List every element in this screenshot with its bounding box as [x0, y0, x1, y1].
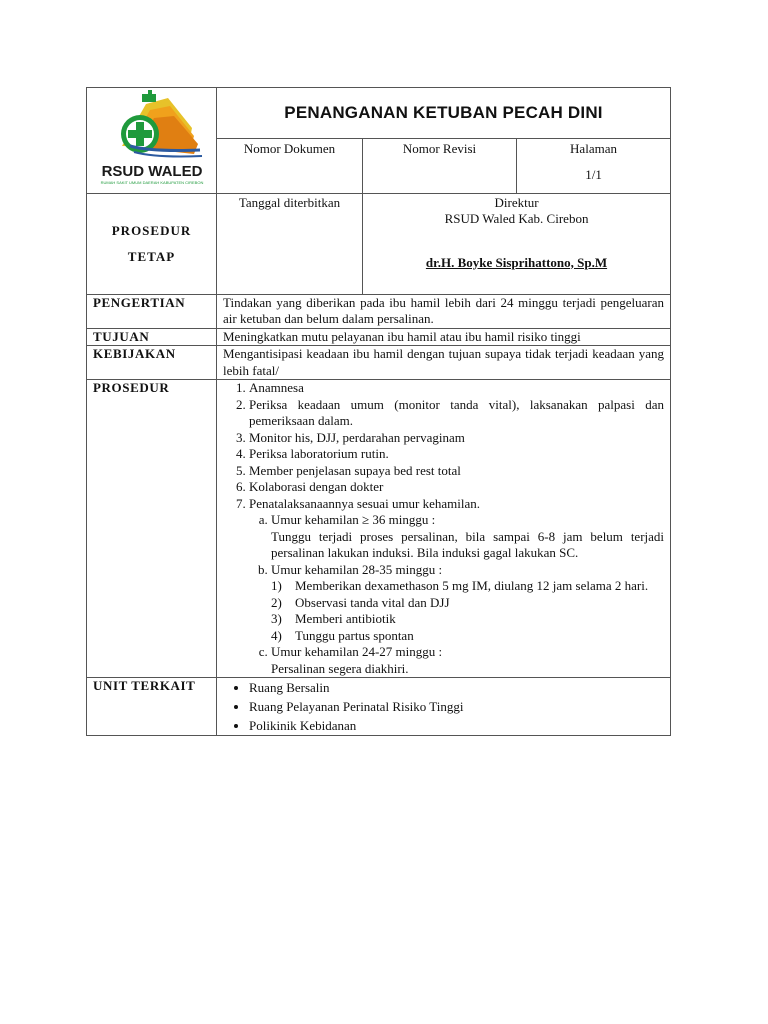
hospital-logo [87, 88, 217, 194]
prosedur-content [217, 380, 671, 678]
director-name: dr.H. Boyke Sisprihattono, Sp.M [425, 254, 608, 270]
logo-name: RSUD WALED [101, 163, 202, 180]
procedure-step-7 [249, 496, 664, 678]
director-block [363, 193, 671, 294]
tujuan-label: TUJUAN [87, 328, 217, 346]
director-org: RSUD Waled Kab. Cirebon [444, 211, 589, 226]
unit-terkait-label: UNIT TERKAIT [87, 678, 217, 736]
procedure-step: 3. Monitor his, DJJ, perdarahan pervaginam [249, 430, 664, 447]
nomor-dokumen-label: Nomor Dokumen [243, 140, 336, 156]
nomor-revisi [363, 138, 517, 193]
rsud-waled-logo-icon [90, 88, 214, 188]
unit-item: • Ruang Bersalin [249, 678, 664, 697]
pengertian-text: Tindakan yang diberikan pada ibu hamil lebih dari 24 minggu terjadi pengeluaran air ketuban dan belum dalam persalinan. [217, 294, 671, 328]
kebijakan-label: KEBIJAKAN [87, 346, 217, 380]
procedure-step: 5. Member penjelasan supaya bed rest total [249, 463, 664, 480]
halaman [517, 138, 671, 193]
document-title: PENANGANAN KETUBAN PECAH DINI [217, 88, 671, 139]
tujuan-text: Meningkatkan mutu pelayanan ibu hamil atau ibu hamil risiko tinggi [217, 328, 671, 346]
age-group-a [271, 512, 664, 562]
age-group-a-text: Tunggu terjadi proses persalinan, bila sampai 6-8 jam belum terjadi persalinan lakukan induksi. Bila induksi gagal lakukan SC. [271, 528, 665, 560]
age-group-b-item: Memberikan dexamethason 5 mg IM, diulang 12 jam selama 2 hari. [295, 578, 649, 593]
procedure-type [87, 193, 217, 294]
procedure-step: 6. Kolaborasi dengan dokter [249, 479, 664, 496]
age-group-b-item: Memberi antibiotik [295, 611, 396, 626]
director-title: Direktur [494, 194, 539, 210]
unit-terkait-content [217, 678, 671, 736]
age-group-c [271, 644, 664, 677]
age-group-b-title: Umur kehamilan 28-35 minggu : [271, 561, 443, 577]
nomor-dokumen [217, 138, 363, 193]
sop-table [86, 87, 671, 736]
pengertian-label: PENGERTIAN [87, 294, 217, 328]
procedure-step: 4. Periksa laboratorium rutin. [249, 446, 664, 463]
gestational-age-list [249, 512, 664, 677]
procedure-steps [223, 380, 664, 677]
age-group-c-text: Persalinan segera diakhiri. [271, 660, 409, 676]
age-group-a-title: Umur kehamilan ≥ 36 minggu : [271, 512, 436, 527]
nomor-revisi-label: Nomor Revisi [402, 140, 477, 156]
procedure-step: 1. Anamnesa [249, 380, 664, 397]
logo-subtitle: RUMAH SAKIT UMUM DAERAH KABUPATEN CIREBON [100, 180, 203, 185]
unit-item: • Polikinik Kebidanan [249, 716, 664, 735]
age-group-b-item: Tunggu partus spontan [295, 627, 414, 643]
prosedur-label: PROSEDUR [87, 380, 217, 678]
procedure-step: 2. Periksa keadaan umum (monitor tanda vital), laksanakan palpasi dan pemeriksaan dalam. [249, 397, 664, 430]
procedure-step-7-text: Penatalaksanaannya sesuai umur kehamilan. [249, 495, 481, 511]
unit-list [223, 678, 664, 735]
halaman-label: Halaman [570, 140, 617, 156]
age-group-c-title: Umur kehamilan 24-27 minggu : [271, 644, 443, 659]
procedure-type-line1: PROSEDUR [111, 222, 192, 238]
procedure-type-line2: TETAP [127, 248, 176, 264]
tanggal-diterbitkan: Tanggal diterbitkan [217, 193, 363, 294]
halaman-value: 1/1 [585, 167, 602, 183]
age-group-b-items [271, 578, 664, 644]
age-group-b-item: Observasi tanda vital dan DJJ [295, 594, 450, 610]
kebijakan-text: Mengantisipasi keadaan ibu hamil dengan tujuan supaya tidak terjadi keadaan yang lebih fatal/ [217, 346, 671, 380]
unit-item: • Ruang Pelayanan Perinatal Risiko Tinggi [249, 697, 664, 716]
age-group-b [271, 562, 664, 645]
